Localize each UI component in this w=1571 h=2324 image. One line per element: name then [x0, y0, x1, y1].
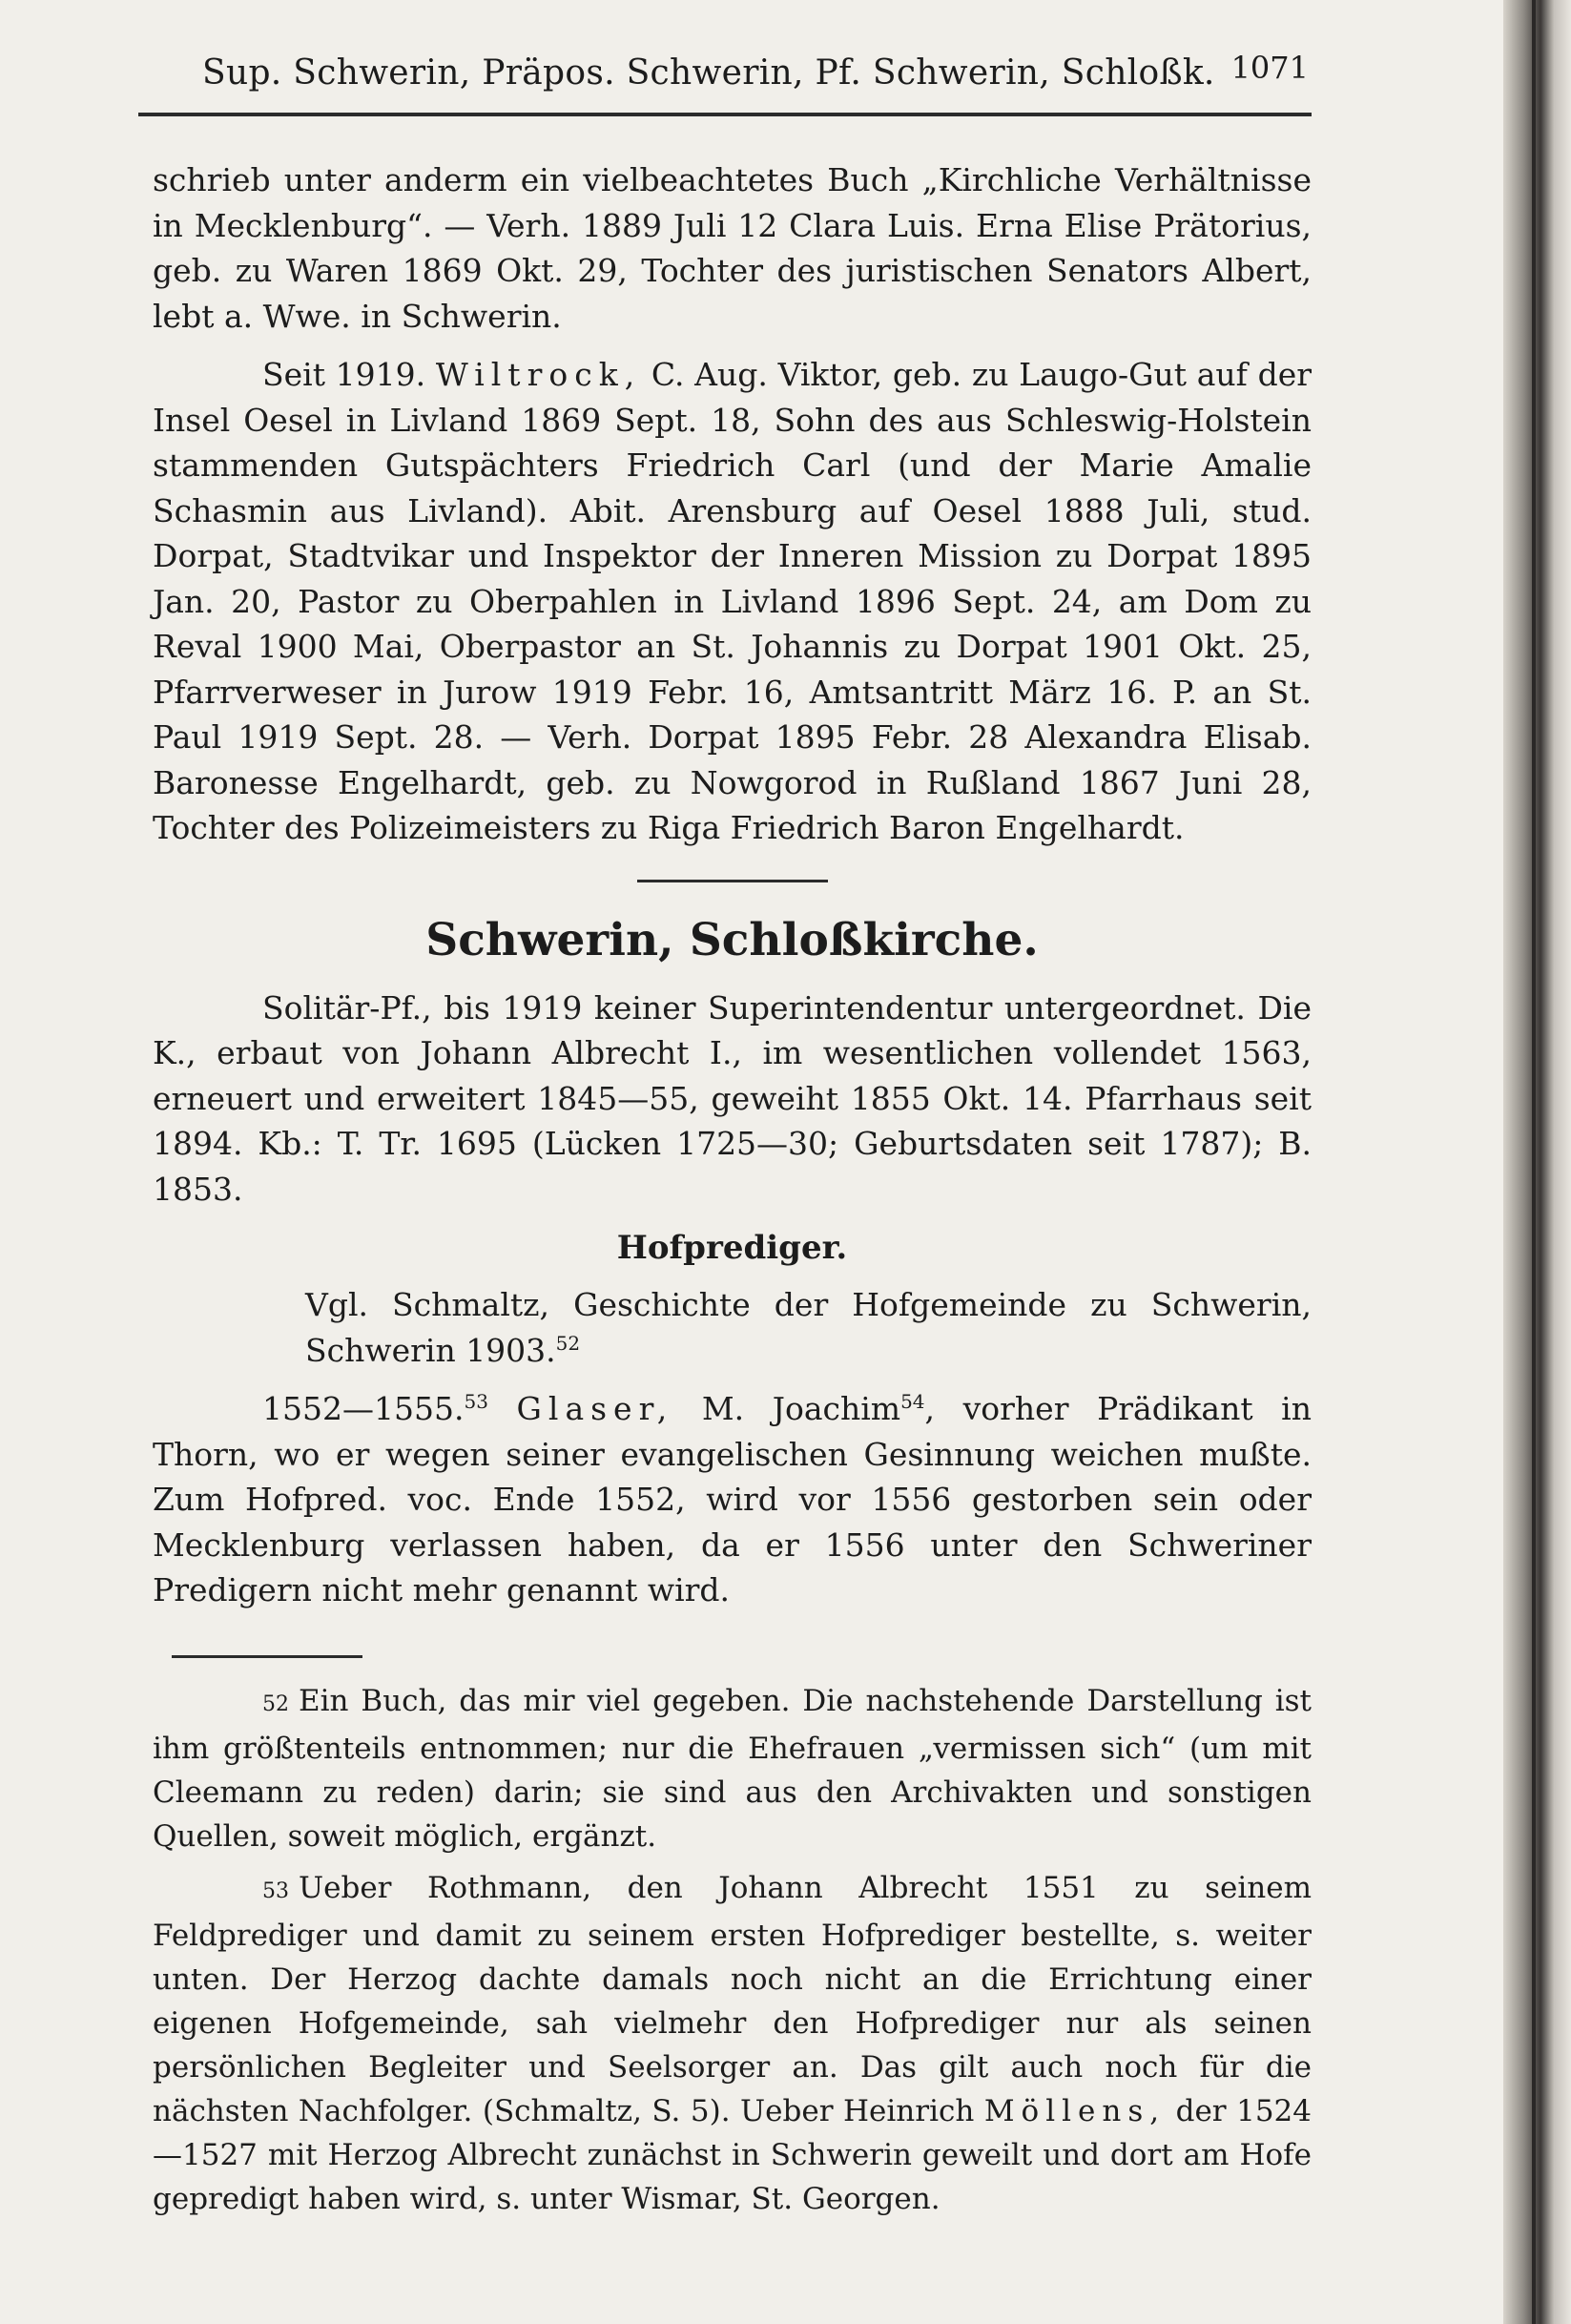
footnotes	[153, 1679, 1312, 2221]
footnote-mark: 53	[262, 1878, 289, 1903]
header-rule	[138, 113, 1312, 116]
page-number: 1071	[1230, 50, 1309, 86]
entry-text: C. Aug. Viktor, geb. zu Laugo-Gut auf der Insel Oesel in Livland 1869 Sept. 18, Sohn des aus Schleswig-Holstein stammenden Gutspächters Friedrich Carl (und der Marie Amalie Schasmin aus Livland). Abit. Arensburg auf Oesel 1888 Juli, stud. Dorpat, Stadtvikar und Inspektor der Inneren Mission zu Dorpat 1895 Jan. 20, Pastor zu Oberpahlen in Livland 1896 Sept. 24, am Dom zu Reval 1900 Mai, Oberpastor an St. Johannis zu Dorpat 1901 Okt. 25, Pfarrverweser in Jurow 1919 Febr. 16, Amtsantritt März 16. P. an St. Paul 1919 Sept. 28. — Verh. Dorpat 1895 Febr. 28 Alexandra Elisab. Baronesse Engelhardt, geb. zu Nowgorod in Rußland 1867 Juni 28, Tochter des Polizeimeisters zu Riga Friedrich Baron Engelhardt.	[153, 356, 1313, 846]
entry-date: 1552—1555.	[262, 1390, 465, 1427]
reference-text: Vgl. Schmaltz, Geschichte der Hofgemeinde zu Schwerin, Schwerin 1903.	[305, 1286, 1312, 1369]
footnote-ref-52[interactable]: 52	[555, 1331, 581, 1355]
book-binding-edge	[1532, 0, 1536, 2324]
footnote-53	[153, 1866, 1312, 2221]
entry-date: Seit 1919.	[262, 356, 426, 393]
subsection-title: Hofprediger.	[616, 1229, 848, 1267]
book-binding-shadow	[1503, 0, 1571, 2324]
reference-note	[153, 1282, 1312, 1373]
main-text	[153, 157, 1312, 2221]
paragraph-continuation: schrieb unter anderm ein vielbeachtetes Buch „Kirchliche Verhältnisse in Mecklenburg“. — Verh. 1889 Juli 12 Clara Luis. Erna Elise Prätorius, geb. zu Waren 1869 Okt. 29, Tochter des juristischen Senators Albert, lebt a. Wwe. in Schwerin.	[153, 161, 1312, 335]
footnote-mark: 52	[262, 1691, 289, 1716]
footnote-text: Ueber Rothmann, den Johann Albrecht 1551 zu seinem Feldprediger und damit zu seinem ersten Hofprediger bestellte, s. weiter unten. Der Herzog dachte damals noch nicht an die Errichtung einer eigenen Hofgemeinde, sah vielmehr den Hofprediger nur als seinen persönlichen Begleiter und Seelsorger an. Das gilt auch noch für die nächsten Nachfolger. (Schmaltz, S. 5). Ueber Heinrich	[153, 1870, 1312, 2128]
section-title: Schwerin, Schloßkirche.	[425, 913, 1039, 966]
footnote-ref-53[interactable]: 53	[464, 1390, 488, 1413]
running-title: Sup. Schwerin, Präpos. Schwerin, Pf. Schwerin, Schloßk.	[202, 53, 1215, 93]
footnote-52	[153, 1679, 1312, 1858]
footnote-text: Ein Buch, das mir viel gegeben. Die nachstehende Darstellung ist ihm größtenteils entnommen; nur die Ehefrauen „vermissen sich“ (um mit Cleemann zu reden) darin; sie sind aus den Archivakten und sonstigen Quellen, soweit möglich, ergänzt.	[153, 1683, 1312, 1854]
paragraph-church-description: Solitär-Pf., bis 1919 keiner Superintendentur untergeordnet. Die K., erbaut von Johann Albrecht I., im wesentlichen vollendet 1563, erneuert und erweitert 1845—55, geweiht 1855 Okt. 14. Pfarrhaus seit 1894. Kb.: T. Tr. 1695 (Lücken 1725—30; Geburtsdaten seit 1787); B. 1853.	[153, 988, 1312, 1208]
entry-text: , vorher Prädikant in Thorn, wo er wegen seiner evangelischen Gesinnung weichen mußte. Zum Hofpred. voc. Ende 1552, wird vor 1556 gestorben sein oder Mecklenburg verlassen haben, da er 1556 unter den Schweriner Predigern nicht mehr genannt wird.	[153, 1390, 1312, 1608]
footnote-text: der 1524—1527 mit Herzog Albrecht zunächst in Schwerin geweilt und dort am Hofe gepredigt haben wird, s. unter Wismar, St. Georgen.	[153, 2093, 1312, 2216]
paragraph-glaser	[153, 1386, 1312, 1613]
paragraph-wiltrock	[153, 352, 1312, 851]
entry-name: Wiltrock,	[435, 356, 642, 393]
footnote-name: Möllens,	[983, 2093, 1167, 2128]
footnote-ref-54[interactable]: 54	[900, 1390, 925, 1413]
entry-first-name: M. Joachim	[701, 1390, 901, 1427]
section-divider	[637, 880, 828, 882]
entry-name: Glaser,	[516, 1390, 674, 1427]
running-header	[202, 46, 1309, 103]
footnote-rule	[172, 1655, 362, 1658]
